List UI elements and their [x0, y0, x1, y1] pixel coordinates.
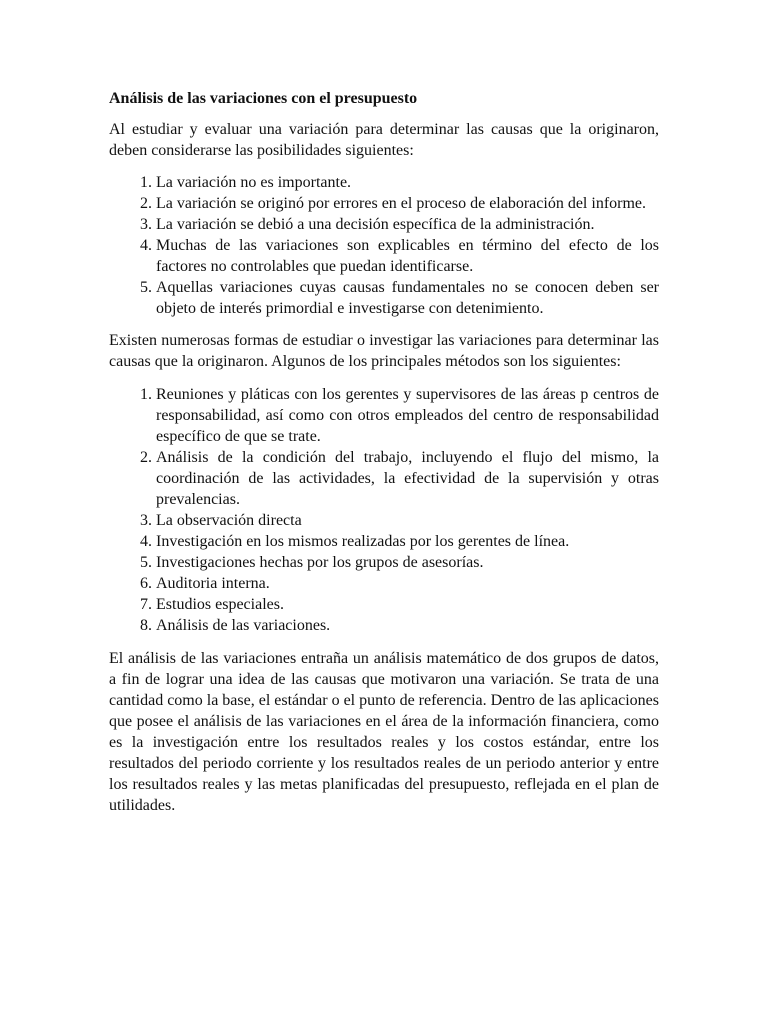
- list-item: 6. Auditoria interna.: [156, 573, 659, 594]
- document-title: Análisis de las variaciones con el presupuesto: [109, 90, 418, 107]
- possibilities-list: [109, 172, 659, 319]
- methods-list: [109, 384, 659, 636]
- methods-paragraph: Existen numerosas formas de estudiar o investigar las variaciones para determinar las causas que la originaron. Algunos de los principales métodos son los siguientes:: [109, 332, 659, 370]
- list-item: 8. Análisis de las variaciones.: [156, 615, 659, 636]
- list-item: 7. Estudios especiales.: [156, 594, 659, 615]
- list-item: 5. Investigaciones hechas por los grupos de asesorías.: [156, 552, 659, 573]
- list-item: 4. Investigación en los mismos realizadas por los gerentes de línea.: [156, 531, 659, 552]
- list-item: 3. La observación directa: [156, 510, 659, 531]
- list-item: 1. La variación no es importante.: [156, 172, 659, 193]
- intro-paragraph: Al estudiar y evaluar una variación para determinar las causas que la originaron, deben considerarse las posibilidades siguientes:: [109, 121, 659, 159]
- closing-paragraph: El análisis de las variaciones entraña un análisis matemático de dos grupos de datos, a fin de lograr una idea de las causas que motivaron una variación. Se trata de una cantidad como la base, el estándar o el punto de referencia. Dentro de las aplicaciones que posee el análisis de las variaciones en el área de la información financiera, como es la investigación entre los resultados reales y los costos estándar, entre los resultados del periodo corriente y los resultados reales de un periodo anterior y entre los resultados reales y las metas planificadas del presupuesto, reflejada en el plan de utilidades.: [109, 650, 659, 814]
- document-page: [109, 88, 659, 816]
- list-item: 2. Análisis de la condición del trabajo, incluyendo el flujo del mismo, la coordinación de las actividades, la efectividad de la supervisión y otras prevalencias.: [156, 447, 659, 510]
- list-item: 3. La variación se debió a una decisión específica de la administración.: [156, 214, 659, 235]
- list-item: 2. La variación se originó por errores en el proceso de elaboración del informe.: [156, 193, 659, 214]
- list-item: 4. Muchas de las variaciones son explicables en término del efecto de los factores no controlables que puedan identificarse.: [156, 235, 659, 277]
- list-item: 5. Aquellas variaciones cuyas causas fundamentales no se conocen deben ser objeto de interés primordial e investigarse con detenimiento.: [156, 277, 659, 319]
- list-item: 1. Reuniones y pláticas con los gerentes y supervisores de las áreas p centros de responsabilidad, así como con otros empleados del centro de responsabilidad específico de que se trate.: [156, 384, 659, 447]
